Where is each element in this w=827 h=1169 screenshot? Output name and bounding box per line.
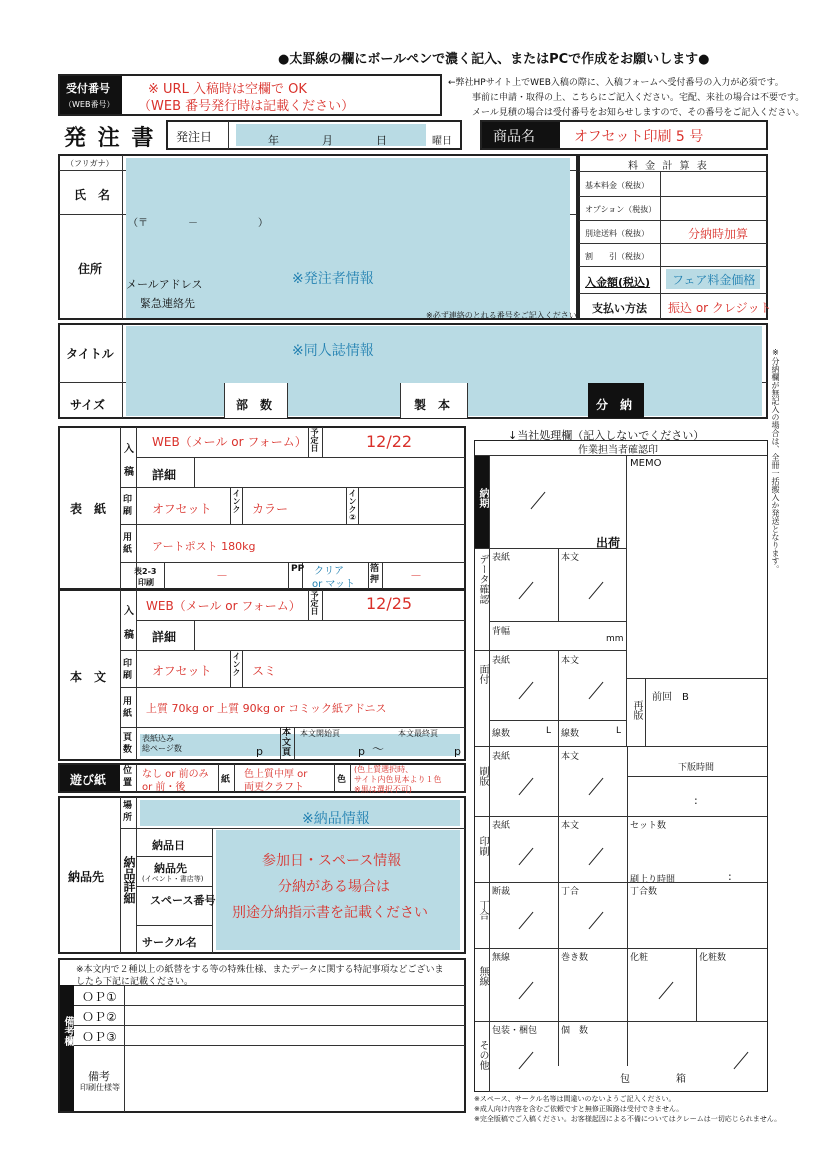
email-label: メールアドレス	[126, 278, 203, 291]
office-colon2: :	[728, 870, 732, 883]
office-plate: 刷版	[477, 766, 488, 786]
delivery-msg1: 参加日・スペース情報	[262, 853, 402, 869]
day-label: 日	[376, 134, 387, 147]
cover-foil-label: 箔押	[370, 564, 380, 585]
cover-p23-label: 表2-3	[134, 567, 157, 576]
footer-note3: ※完全版稿でご入稿ください。お客様起因による不備についてはクレームは一切応じられません。	[474, 1115, 782, 1123]
body-paper-value: 上質 70kg or 上質 90kg or コミック紙アドニス	[146, 702, 387, 715]
endpaper-color-note1: (色上質選択時、	[354, 765, 414, 774]
cover-kou: 稿	[124, 467, 134, 478]
office-printing: 印刷	[477, 836, 488, 856]
office-heading: ↓当社処理欄（記入しないでください）	[508, 429, 705, 442]
office-print-cover: 表紙	[492, 821, 511, 831]
endpaper-paper-value2: 両更クラフト	[244, 782, 304, 793]
side-note-1: ←弊社HPサイト上でWEB入稿の際に、入稿フォームへ受付番号の入力が必須です。	[448, 78, 784, 88]
footer-note1: ※スペース、サークル名等は間違いのないようご記入ください。	[474, 1095, 676, 1103]
body-p3: p	[454, 745, 461, 758]
month-label: 月	[322, 134, 333, 147]
endpaper-position-value1: なし or 前のみ	[142, 769, 209, 780]
furigana-label: （フリガナ）	[66, 159, 114, 168]
office-L1: L	[546, 726, 552, 736]
office-confirm: 作業担当者確認印	[578, 445, 658, 456]
office-finishing: 丁合	[477, 900, 488, 920]
office-ship: 出荷	[596, 536, 621, 550]
delivery-dest-label: 納品先	[154, 862, 187, 875]
endpaper-label: 遊び紙	[70, 773, 107, 787]
office-imp-body: 本文	[561, 656, 580, 666]
body-pages-sub2: 総ページ数	[142, 744, 182, 753]
body-kou: 稿	[124, 630, 134, 641]
body-detail-label: 詳細	[152, 630, 177, 644]
office-imposition: 面付	[477, 664, 488, 684]
cover-nyuko-value: WEB（メール or フォーム）	[152, 435, 307, 449]
receipt-note-2: （WEB 番号発行時は記載ください）	[138, 99, 355, 114]
office-packing: 包装・梱包	[492, 1026, 538, 1036]
copies-label: 部 数	[236, 398, 273, 412]
office-L2: L	[616, 726, 622, 736]
body-start-label: 本文開始頁	[300, 729, 340, 738]
name-label: 氏 名	[74, 188, 111, 202]
delivery-place-label: 場所	[123, 801, 133, 823]
delivery-place-input[interactable]	[140, 800, 460, 826]
office-previous: 前回 B	[652, 692, 689, 703]
fee-discount: 割 引（税抜）	[585, 252, 649, 261]
endpaper-paper-label: 紙	[221, 775, 231, 785]
office-kesho: 化粧	[630, 953, 649, 963]
delivery-space-label: スペース番号	[150, 894, 216, 907]
office-colon1: :	[694, 794, 698, 807]
office-makisu: 巻き数	[561, 953, 589, 963]
remarks-op2: ＯＰ②	[82, 1010, 117, 1024]
receipt-note-1: ※ URL 入稿時は空欄で OK	[148, 82, 307, 97]
body-print-value: オフセット	[152, 664, 212, 678]
body-page-label: 本文頁	[282, 728, 292, 758]
cover-pp-value1: クリア	[314, 566, 344, 577]
endpaper-paper-value1: 色上質中厚 or	[244, 769, 308, 780]
body-paper-label: 用紙	[123, 697, 133, 719]
cover-due-label: 予定日	[310, 428, 319, 452]
remarks-side-label: 備考欄	[62, 1016, 73, 1046]
side-note-2: 事前に申請・取得の上、こちらにご記入ください。宅配、来社の場合は不要です。	[472, 93, 805, 103]
office-spine: 背幅	[492, 627, 511, 637]
remarks-note1: ※本文内で２種以上の紙替をする等の特殊仕様、またデータに関する特記事項などございま	[76, 965, 444, 975]
size-label: サイズ	[70, 398, 106, 412]
office-musen-side: 無線	[477, 966, 488, 986]
office-sennsuu1: 線数	[492, 729, 511, 739]
office-imp-cover: 表紙	[492, 656, 511, 666]
customer-input[interactable]	[126, 158, 570, 318]
body-ink-value: スミ	[252, 664, 277, 678]
body-end-label: 本文最終頁	[398, 729, 438, 738]
delivery-circle-label: サークル名	[142, 936, 197, 949]
office-set: セット数	[630, 821, 667, 831]
office-choai-count: 丁合数	[630, 887, 658, 897]
office-nouki: 納期	[477, 488, 488, 508]
cover-paper-value: アートポスト 180kg	[152, 540, 256, 553]
fee-payment-value: 振込 or クレジット	[668, 301, 772, 315]
delivery-detail-label: 納品詳細	[122, 856, 136, 904]
fee-payment: 支払い方法	[592, 302, 647, 315]
office-kosuu: 個 数	[561, 1026, 589, 1036]
remarks-op3: ＯＰ③	[82, 1030, 117, 1044]
endpaper-color-note2: サイト内色見本より１色	[354, 775, 442, 784]
page-title: 発 注 書	[64, 126, 156, 151]
product-value: オフセット印刷 5 号	[574, 129, 704, 145]
fee-shipping-value: 分納時加算	[688, 227, 749, 241]
office-box	[474, 440, 768, 1092]
receipt-sub: （WEB番号）	[64, 100, 115, 109]
office-plate-body: 本文	[561, 752, 580, 762]
body-due-label: 予定日	[310, 591, 319, 615]
office-done-time: 刷上り時間	[630, 875, 676, 885]
delivery-dest-sub: (イベント・書店等)	[142, 875, 204, 883]
postal-label: （〒 － ）	[128, 218, 268, 229]
cover-ink-label: インク	[232, 489, 241, 513]
fee-title: 料 金 計 算 表	[628, 161, 709, 172]
office-data-cover: 表紙	[492, 553, 511, 563]
cover-pp-value2: or マット	[312, 579, 356, 590]
body-due-value: 12/25	[366, 594, 413, 613]
remarks-label: 備考	[88, 1070, 110, 1083]
delivery-label: 納品先	[68, 870, 105, 884]
body-tilde: ～	[372, 742, 385, 756]
cover-detail-label: 詳細	[152, 468, 177, 482]
fee-total: 入金額(税込)	[585, 276, 651, 289]
side-note-3: メール見積の場合は受付番号をお知らせしますので、その番号をご記入ください。	[472, 108, 805, 118]
fee-total-value: フェア料金価格	[672, 273, 756, 287]
book-overlay: ※同人誌情報	[292, 343, 374, 359]
office-box-unit: 箱	[676, 1074, 686, 1085]
body-nyuko-value: WEB（メール or フォーム）	[146, 599, 301, 613]
delivery-msg2: 分納がある場合は	[278, 879, 390, 895]
cover-ink2-label: インク②	[348, 489, 357, 522]
cover-nyuko: 入	[124, 444, 134, 455]
body-pages-sub1: 表紙込み	[142, 734, 174, 743]
instruction-text: ●太罫線の欄にボールペンで濃く記入、またはPCで作成をお願いします●	[278, 52, 710, 67]
cover-p23-value: －	[216, 569, 229, 583]
cover-ink-value: カラー	[252, 502, 289, 516]
remarks-side-cell	[60, 985, 74, 1111]
delivery-msg3: 別途分納指示書を記載ください	[232, 905, 428, 921]
office-choai: 丁合	[561, 887, 580, 897]
fee-option: オプション（税抜）	[585, 205, 657, 214]
office-plate-time: 下版時間	[678, 763, 715, 773]
body-nyuko: 入	[124, 606, 134, 617]
body-p1: p	[256, 745, 263, 758]
cover-print-value: オフセット	[152, 502, 212, 516]
split-label: 分 納	[596, 398, 633, 412]
fee-base: 基本料金（税抜）	[585, 181, 649, 190]
year-label: 年	[268, 134, 279, 147]
body-label: 本 文	[70, 670, 107, 684]
body-p2: p	[358, 745, 365, 758]
endpaper-color-label: 色	[337, 775, 347, 785]
cover-foil-value: －	[410, 569, 423, 583]
office-memo: MEMO	[630, 458, 662, 469]
cover-print-label: 印刷	[123, 495, 133, 517]
office-other: その他	[477, 1040, 488, 1070]
body-ink-label: インク	[232, 652, 241, 676]
office-pack: 包	[620, 1074, 630, 1085]
footer-note2: ※成人向け内容を含むご依頼ですと無修正販路は受付できません。	[474, 1105, 684, 1113]
date-label: 発注日	[176, 130, 213, 144]
delivery-overlay: ※納品情報	[302, 811, 370, 827]
cover-pp-label: PP	[291, 564, 305, 574]
office-sennsuu2: 線数	[561, 729, 580, 739]
remarks-sub: 印刷仕様等	[80, 1083, 120, 1092]
office-print-body: 本文	[561, 821, 580, 831]
binding-label: 製 本	[414, 398, 451, 412]
phone-note: ※必ず連絡のとれる番号をご記入ください	[426, 311, 577, 320]
office-mm: mm	[606, 634, 624, 644]
office-data-body: 本文	[561, 553, 580, 563]
endpaper-position-label: 位置	[123, 766, 133, 788]
office-plate-cover: 表紙	[492, 752, 511, 762]
fee-shipping: 別途送料（税抜）	[585, 229, 649, 238]
cover-paper-label: 用紙	[123, 533, 133, 555]
body-pages-label: 頁数	[123, 733, 133, 755]
office-cutting: 断裁	[492, 887, 511, 897]
body-print-label: 印刷	[123, 659, 133, 681]
title-label: タイトル	[66, 347, 114, 361]
cover-due-value: 12/22	[366, 432, 413, 451]
cover-p23-sub: 印刷	[138, 578, 154, 587]
office-kesho-count: 化粧数	[699, 953, 727, 963]
cover-label: 表 紙	[70, 502, 107, 516]
office-data-check: データ確認	[477, 554, 488, 604]
remarks-note2: したら下記に記載ください。	[76, 977, 194, 987]
split-note: ※分納欄が無記入の場合は、全冊一括搬入か発送となります。	[771, 348, 780, 573]
receipt-label: 受付番号	[66, 82, 110, 95]
endpaper-color-note3: ※黒は選択不可)	[354, 785, 412, 794]
remarks-op1: ＯＰ①	[82, 990, 117, 1004]
customer-overlay: ※発注者情報	[292, 271, 374, 287]
office-reprint: 再版	[631, 700, 642, 720]
product-label: 商品名	[493, 129, 535, 145]
delivery-date-label: 納品日	[152, 839, 185, 852]
weekday-label: 曜日	[432, 136, 452, 147]
emergency-label: 緊急連絡先	[140, 297, 195, 310]
office-musen: 無線	[492, 953, 511, 963]
endpaper-position-value2: or 前・後	[142, 782, 186, 793]
address-label: 住所	[78, 262, 103, 276]
